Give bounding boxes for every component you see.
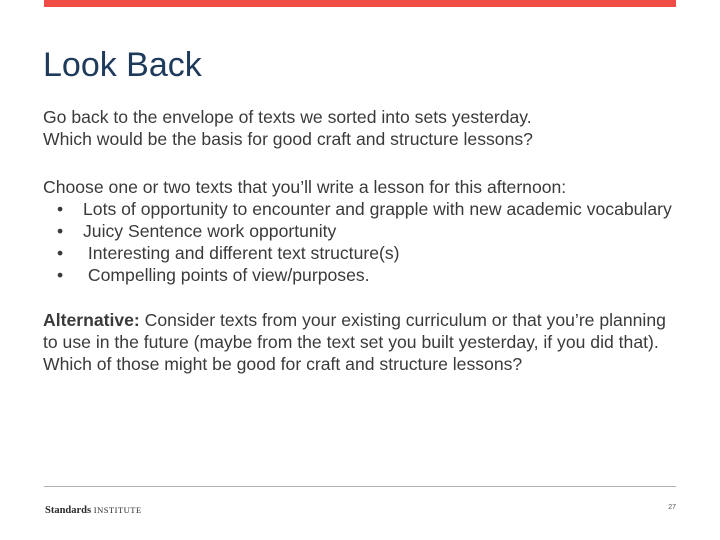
intro-line-2: Which would be the basis for good craft and structure lessons? [43,129,533,149]
bullet-icon: • [57,199,64,219]
list-item-text: Compelling points of view/purposes. [83,265,370,285]
choose-instruction: Choose one or two texts that you’ll write a lesson for this afternoon: [43,177,567,197]
criteria-list [43,198,683,286]
bullet-icon: • [57,221,64,241]
list-item [43,242,683,264]
bullet-icon: • [57,243,64,263]
top-accent-bar [44,0,676,7]
intro-line-1: Go back to the envelope of texts we sorted into sets yesterday. [43,107,532,127]
logo-word-standards: Standards [45,505,92,516]
list-item-text: Juicy Sentence work opportunity [83,221,337,241]
bullet-icon: • [57,265,64,285]
standards-institute-logo [45,505,142,516]
list-item [43,198,683,220]
slide-title: Look Back [43,46,202,84]
alternative-paragraph [43,309,683,375]
logo-word-institute: INSTITUTE [93,505,142,515]
alternative-text: Consider texts from your existing curriculum or that you’re planning to use in the future (maybe from the text set you built yesterday, if you did that). Which of those might be good for craft and structure lessons? [43,310,666,374]
alternative-label: Alternative: [43,310,140,330]
list-item [43,264,683,286]
footer-divider [44,486,676,487]
list-item-text: Interesting and different text structure(s) [83,243,400,263]
list-item [43,220,683,242]
list-item-text: Lots of opportunity to encounter and grapple with new academic vocabulary [83,199,672,219]
page-number: 27 [668,504,676,511]
slide-body [43,106,683,375]
